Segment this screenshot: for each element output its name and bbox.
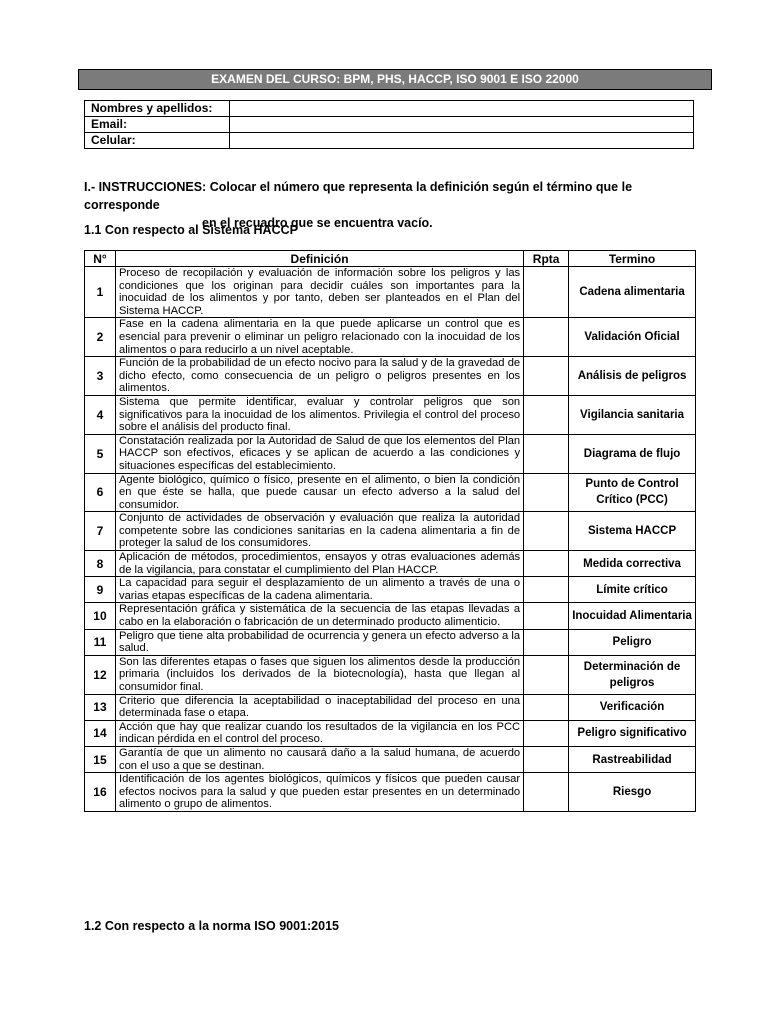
row-term-label: Medida correctiva (583, 557, 681, 570)
row-answer-box[interactable] (524, 655, 569, 694)
row-number: 7 (85, 512, 116, 551)
row-definition: La capacidad para seguir el desplazamiento de un alimento a través de una o varias etapas específicas de la cadena alimentaria. (115, 577, 523, 603)
row-answer-box[interactable] (524, 694, 569, 720)
instructions-line-2: en el recuadro que se encuentra vacío. (202, 216, 433, 230)
row-term-label: Validación Oficial (584, 331, 680, 344)
row-number: 4 (85, 395, 116, 434)
table-row (85, 434, 696, 473)
row-answer-box[interactable] (524, 434, 569, 473)
row-definition: Acción que hay que realizar cuando los resultados de la vigilancia en los PCC indican pérdida en el control del proceso. (115, 720, 523, 746)
row-term (569, 434, 696, 473)
name-field[interactable] (230, 101, 694, 117)
row-answer-box[interactable] (524, 629, 569, 655)
row-definition: Peligro que tiene alta probabilidad de ocurrencia y genera un efecto adverso a la salud. (115, 629, 523, 655)
name-label: Nombres y apellidos: (85, 101, 230, 117)
row-term-label: Sistema HACCP (587, 525, 677, 538)
info-row-name (85, 101, 694, 117)
row-answer-box[interactable] (524, 577, 569, 603)
table-row (85, 773, 696, 812)
row-number: 12 (85, 655, 116, 694)
row-answer-box[interactable] (524, 551, 569, 577)
table-row (85, 720, 696, 746)
row-term (569, 577, 696, 603)
table-row (85, 473, 696, 512)
email-field[interactable] (230, 117, 694, 133)
row-number: 11 (85, 629, 116, 655)
table-row (85, 629, 696, 655)
col-header-term: Termino (569, 251, 696, 267)
row-number: 2 (85, 318, 116, 357)
row-definition: Sistema que permite identificar, evaluar y controlar peligros que son significativos para la inocuidad de los alimentos. Privilegia el control del proceso sobre el análisis del producto final. (115, 395, 523, 434)
info-row-phone (85, 133, 694, 149)
table-row (85, 655, 696, 694)
table-row (85, 267, 696, 318)
row-term (569, 267, 696, 318)
table-row (85, 577, 696, 603)
row-definition: Proceso de recopilación y evaluación de información sobre los peligros y las condiciones que los originan para decidir cuáles son importantes para la inocuidad de los alimentos y por tanto, deben ser planteados en el Plan del Sistema HACCP. (115, 267, 523, 318)
row-term (569, 473, 696, 512)
row-answer-box[interactable] (524, 267, 569, 318)
row-definition: Criterio que diferencia la aceptabilidad o inaceptabilidad del proceso en una determinada fase o etapa. (115, 694, 523, 720)
row-answer-box[interactable] (524, 773, 569, 812)
row-definition: Agente biológico, químico o físico, presente en el alimento, o bien la condición en que éste se halla, que puede causar un efecto adverso a la salud del consumidor. (115, 473, 523, 512)
row-term-label: Riesgo (612, 786, 652, 799)
student-info-table (84, 100, 694, 149)
row-answer-box[interactable] (524, 603, 569, 629)
phone-field[interactable] (230, 133, 694, 149)
row-number: 5 (85, 434, 116, 473)
row-term (569, 603, 696, 629)
instructions-line-1: I.- INSTRUCCIONES: Colocar el número que representa la definición según el término que le corresponde (84, 180, 633, 212)
row-number: 8 (85, 551, 116, 577)
email-label: Email: (85, 117, 230, 133)
row-term (569, 720, 696, 746)
table-row (85, 512, 696, 551)
row-definition: Función de la probabilidad de un efecto nocivo para la salud y de la gravedad de dicho efecto, como consecuencia de un peligro o peligros presentes en los alimentos. (115, 357, 523, 396)
row-term (569, 512, 696, 551)
row-number: 14 (85, 720, 116, 746)
haccp-matching-table (84, 250, 696, 812)
row-answer-box[interactable] (524, 746, 569, 772)
section-title-iso9001: 1.2 Con respecto a la norma ISO 9001:2015 (84, 919, 339, 933)
row-number: 16 (85, 773, 116, 812)
row-term-label: Determinación de peligros (583, 660, 681, 689)
row-definition: Aplicación de métodos, procedimientos, ensayos y otras evaluaciones además de la vigilancia, para constatar el cumplimiento del Plan HACCP. (115, 551, 523, 577)
row-term (569, 395, 696, 434)
row-number: 9 (85, 577, 116, 603)
row-definition: Son las diferentes etapas o fases que siguen los alimentos desde la producción primaria (incluidos los derivados de la biotecnología), hasta que llegan al consumidor final. (115, 655, 523, 694)
row-answer-box[interactable] (524, 720, 569, 746)
row-answer-box[interactable] (524, 357, 569, 396)
table-row (85, 551, 696, 577)
row-answer-box[interactable] (524, 512, 569, 551)
table-row (85, 603, 696, 629)
table-row (85, 746, 696, 772)
row-definition: Garantía de que un alimento no causará daño a la salud humana, de acuerdo con el uso a que se destinan. (115, 746, 523, 772)
row-definition: Representación gráfica y sistemática de la secuencia de las etapas llevadas a cabo en la elaboración o fabricación de un determinado producto alimenticio. (115, 603, 523, 629)
row-term (569, 694, 696, 720)
row-definition: Conjunto de actividades de observación y evaluación que realiza la autoridad competente sobre las condiciones sanitarias en la cadena alimentaria a fin de proteger la salud de los consumidores. (115, 512, 523, 551)
exam-title: EXAMEN DEL CURSO: BPM, PHS, HACCP, ISO 9001 E ISO 22000 (78, 69, 712, 90)
row-number: 10 (85, 603, 116, 629)
row-term-label: Inocuidad Alimentaria (572, 610, 692, 623)
row-term (569, 746, 696, 772)
row-number: 6 (85, 473, 116, 512)
section-title-haccp: 1.1 Con respecto al Sistema HACCP (84, 223, 298, 237)
row-number: 15 (85, 746, 116, 772)
table-header-row (85, 251, 696, 267)
row-term-label: Diagrama de flujo (583, 447, 681, 460)
row-definition: Identificación de los agentes biológicos, químicos y físicos que pueden causar efectos nocivos para la salud y que pueden estar presentes en un determinado alimento o grupo de alimentos. (115, 773, 523, 812)
col-header-definition: Definición (115, 251, 523, 267)
row-term-label: Límite crítico (596, 583, 668, 596)
row-answer-box[interactable] (524, 395, 569, 434)
table-row (85, 318, 696, 357)
row-number: 1 (85, 267, 116, 318)
row-term (569, 629, 696, 655)
col-header-answer: Rpta (524, 251, 569, 267)
row-term (569, 773, 696, 812)
row-term-label: Punto de Control Crítico (PCC) (585, 478, 679, 507)
row-term-label: Peligro significativo (577, 727, 687, 740)
phone-label: Celular: (85, 133, 230, 149)
info-row-email (85, 117, 694, 133)
row-term (569, 551, 696, 577)
row-term-label: Rastreabilidad (592, 753, 672, 766)
row-term-label: Cadena alimentaria (579, 286, 685, 299)
col-header-num: N° (85, 251, 116, 267)
row-term (569, 318, 696, 357)
table-row (85, 395, 696, 434)
row-answer-box[interactable] (524, 318, 569, 357)
row-term (569, 655, 696, 694)
row-definition: Constatación realizada por la Autoridad de Salud de que los elementos del Plan HACCP son efectivos, eficaces y se aplican de acuerdo a las condiciones y situaciones específicas del establecimiento. (115, 434, 523, 473)
row-term-label: Verificación (599, 701, 665, 714)
table-row (85, 357, 696, 396)
table-row (85, 694, 696, 720)
row-definition: Fase en la cadena alimentaria en la que puede aplicarse un control que es esencial para prevenir o eliminar un peligro relacionado con la inocuidad de los alimentos o para reducirlo a un nivel aceptable. (115, 318, 523, 357)
row-term-label: Vigilancia sanitaria (580, 408, 685, 421)
row-term-label: Análisis de peligros (577, 370, 687, 383)
row-term (569, 357, 696, 396)
row-number: 13 (85, 694, 116, 720)
row-term-label: Peligro (612, 636, 652, 649)
row-answer-box[interactable] (524, 473, 569, 512)
row-number: 3 (85, 357, 116, 396)
